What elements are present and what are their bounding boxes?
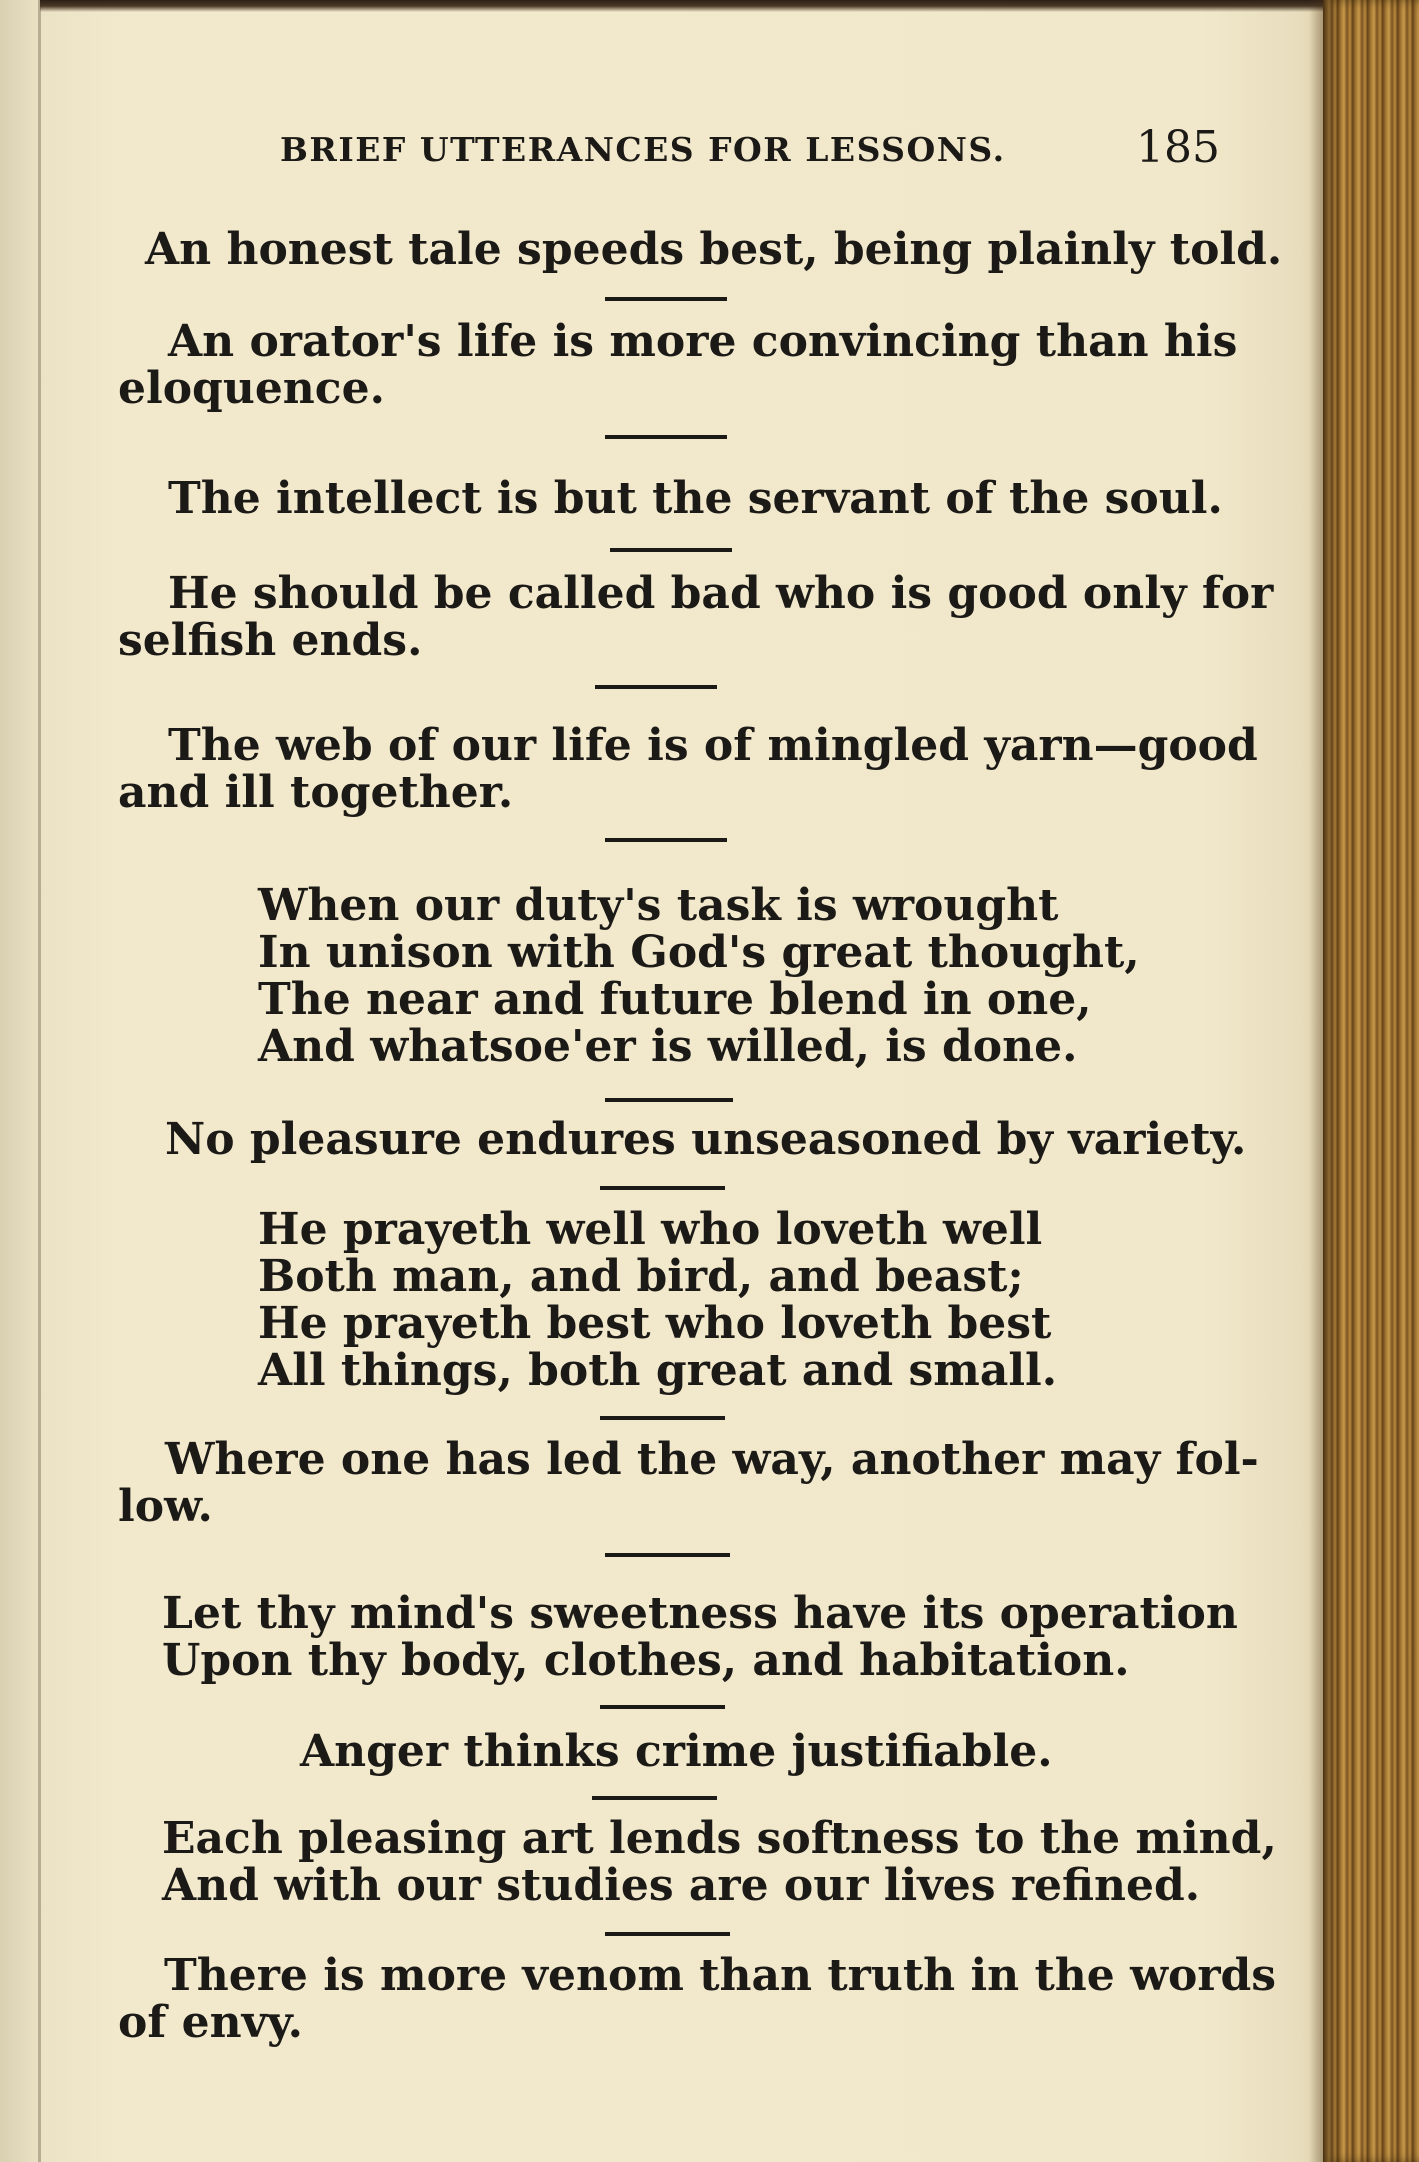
entry-line: The web of our life is of mingled yarn—good	[168, 720, 1258, 771]
entry-11	[300, 1728, 1053, 1775]
top-edge	[40, 0, 1340, 12]
entry-2	[118, 318, 1237, 412]
entry-line: Each pleasing art lends softness to the mind,	[162, 1813, 1277, 1864]
entry-line: Let thy mind's sweetness have its operation	[162, 1588, 1238, 1639]
verse-line: All things, both great and small.	[258, 1345, 1058, 1396]
separator-rule	[592, 1796, 717, 1800]
entry-line: eloquence.	[118, 363, 385, 414]
separator-rule	[605, 297, 727, 301]
separator-rule	[600, 1186, 725, 1190]
entry-line: selfish ends.	[118, 615, 423, 666]
entry-line: Where one has led the way, another may fol-	[165, 1434, 1259, 1485]
entry-line: An orator's life is more convincing than his	[168, 316, 1238, 367]
entry-5	[118, 722, 1258, 816]
separator-rule	[605, 1553, 730, 1557]
verse-line: In unison with God's great thought,	[258, 927, 1140, 978]
entry-9	[118, 1436, 1259, 1530]
entry-3	[168, 475, 1223, 522]
gutter-line	[38, 0, 41, 2162]
separator-rule	[605, 435, 727, 439]
entry-line: Anger thinks crime justifiable.	[300, 1726, 1053, 1777]
entry-line: low.	[118, 1481, 213, 1532]
entry-line: of envy.	[118, 1997, 303, 2048]
page-edge-shadow	[1309, 0, 1323, 2162]
entry-line: He should be called bad who is good only for	[168, 568, 1274, 619]
running-header	[280, 122, 1220, 172]
entry-1	[145, 226, 1282, 273]
entry-10	[162, 1590, 1238, 1684]
entry-line: And with our studies are our lives refined.	[162, 1860, 1201, 1911]
entry-13	[118, 1952, 1276, 2046]
separator-rule	[600, 1705, 725, 1709]
page-number: 185	[1136, 122, 1220, 173]
entry-line: No pleasure endures unseasoned by variety.	[165, 1114, 1247, 1165]
page-edge	[1323, 0, 1419, 2162]
separator-rule	[605, 1098, 733, 1102]
verse-line: When our duty's task is wrought	[258, 880, 1059, 931]
separator-rule	[595, 685, 717, 689]
verse-line: Both man, and bird, and beast;	[258, 1251, 1024, 1302]
entry-line: The intellect is but the servant of the soul.	[168, 473, 1223, 524]
entry-7	[165, 1116, 1246, 1163]
separator-rule	[605, 1932, 730, 1936]
verse-line: He prayeth well who loveth well	[258, 1204, 1043, 1255]
verse-line: The near and future blend in one,	[258, 974, 1092, 1025]
verse-line: And whatsoe'er is willed, is done.	[258, 1021, 1078, 1072]
entry-6-verse	[258, 882, 1140, 1070]
entry-line: There is more venom than truth in the words	[164, 1950, 1277, 2001]
separator-rule	[605, 838, 727, 842]
entry-line: and ill together.	[118, 767, 514, 818]
separator-rule	[600, 1416, 725, 1420]
verse-line: He prayeth best who loveth best	[258, 1298, 1052, 1349]
entry-line: An honest tale speeds best, being plainly told.	[145, 224, 1283, 275]
running-title: BRIEF UTTERANCES FOR LESSONS.	[280, 130, 1006, 169]
entry-12	[162, 1815, 1277, 1909]
entry-8-verse	[258, 1206, 1057, 1394]
entry-4	[118, 570, 1273, 664]
entry-line: Upon thy body, clothes, and habitation.	[162, 1635, 1130, 1686]
separator-rule	[610, 548, 732, 552]
